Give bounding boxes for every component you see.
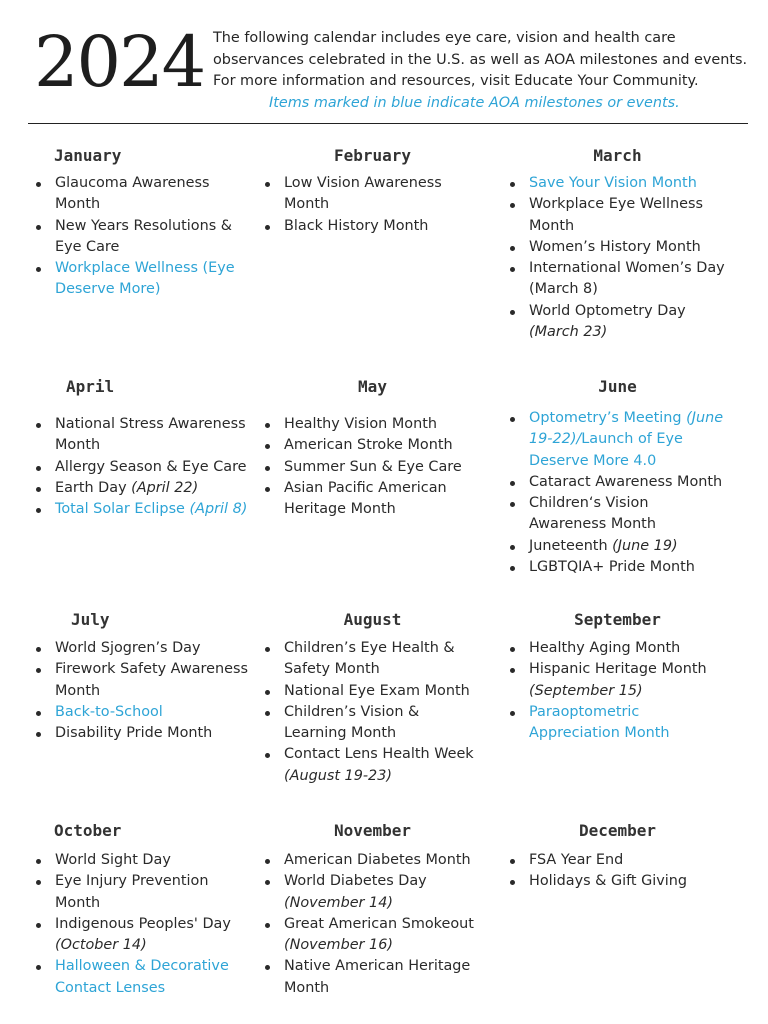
year-heading: 2024: [34, 21, 205, 103]
observance-text: Save Your Vision Month: [529, 175, 697, 191]
month-title: February: [333, 146, 412, 165]
observance-date: (September 15): [529, 682, 643, 699]
observance-item: [510, 659, 725, 702]
month-march: [510, 146, 725, 343]
observance-text: Paraoptometric Appreciation Month: [529, 703, 670, 742]
month-title: March: [593, 146, 642, 165]
observance-text: Disability Pride Month: [55, 725, 213, 742]
observance-text: Women’s History Month: [529, 238, 701, 255]
observance-item: [510, 301, 725, 344]
intro-text: The following calendar includes eye care, vision and health care observances celebrated in the U.S. as well as AOA milestones and events. For more information and resources, visit Educate Your Community.: [213, 30, 748, 89]
observance-date: (April 8): [189, 501, 248, 518]
observance-list: [510, 850, 725, 893]
observance-item: [510, 536, 725, 557]
observance-item: [510, 638, 725, 659]
observance-date: (October 14): [55, 937, 147, 954]
observance-text: World Diabetes Day: [284, 873, 427, 890]
observance-text: Earth Day: [55, 479, 127, 496]
observance-item: [510, 472, 725, 493]
observance-date: (November 14): [284, 894, 393, 911]
observance-item: [265, 414, 480, 435]
observance-text: Asian Pacific American Heritage Month: [284, 479, 447, 518]
month-title: May: [358, 377, 387, 396]
observance-item: [36, 216, 251, 259]
observance-text: Holidays & Gift Giving: [529, 873, 688, 890]
intro-paragraph: [213, 28, 758, 114]
observance-item: [265, 638, 480, 681]
observance-list: [510, 408, 725, 578]
observance-item: [265, 956, 480, 999]
blue-items-note: Items marked in blue indicate AOA milestones or events.: [269, 94, 680, 111]
observance-item: [36, 499, 251, 520]
observance-text: American Diabetes Month: [284, 852, 471, 868]
observance-date: (June 19): [612, 537, 678, 554]
observance-item: [36, 850, 251, 871]
observance-item: [510, 557, 725, 578]
observance-text: Workplace Wellness (Eye Deserve More): [55, 260, 235, 298]
observance-list: [36, 414, 251, 520]
observance-list: [265, 414, 480, 520]
observance-item: [265, 702, 480, 745]
observance-item: [510, 850, 725, 871]
observance-item: [36, 638, 251, 659]
observance-text: Children’s Eye Health & Safety Month: [284, 640, 455, 678]
observance-text: International Women’s Day (March 8): [529, 260, 725, 298]
observance-text: Black History Month: [284, 217, 429, 234]
month-title: September: [574, 610, 661, 629]
observance-text: Indigenous Peoples' Day: [55, 915, 231, 932]
observance-list: [265, 850, 480, 999]
month-december: [510, 821, 725, 893]
observance-text: Healthy Aging Month: [529, 640, 681, 656]
month-title: January: [54, 146, 122, 165]
observance-item: [36, 871, 251, 914]
observance-date: (April 22): [131, 479, 199, 496]
observance-text: Total Solar Eclipse: [55, 501, 185, 518]
observance-text: Back-to-School: [55, 703, 163, 720]
month-title: December: [578, 821, 657, 840]
month-april: [36, 377, 251, 520]
observance-date: (November 16): [284, 937, 393, 954]
observance-text: Children‘s Vision Awareness Month: [529, 495, 656, 533]
observance-item: [265, 871, 480, 914]
observance-item: [265, 914, 480, 957]
observance-item: [265, 478, 480, 521]
observance-item: [36, 457, 251, 478]
observance-text: Low Vision Awareness Month: [284, 175, 442, 213]
observance-date: (March 23): [529, 324, 608, 341]
observance-text: Halloween & Decorative Contact Lenses: [55, 958, 229, 996]
observance-text: Juneteenth: [529, 537, 608, 554]
observance-item: [36, 258, 251, 301]
observance-item: [510, 237, 725, 258]
observance-item: [36, 173, 251, 216]
observance-item: [265, 681, 480, 702]
observance-text: Optometry’s Meeting: [529, 410, 682, 426]
month-title: October: [54, 821, 122, 840]
observance-item: [510, 871, 725, 892]
observance-item: [510, 173, 725, 194]
observance-text: American Stroke Month: [284, 437, 453, 454]
observance-text: Summer Sun & Eye Care: [284, 458, 462, 475]
header-divider: [28, 123, 748, 124]
observance-list: [510, 638, 725, 744]
month-title: June: [598, 377, 637, 396]
observance-list: [265, 638, 480, 787]
observance-item: [510, 702, 725, 745]
observance-text: World Optometry Day: [529, 302, 686, 319]
month-september: [510, 610, 725, 744]
observance-item: [36, 702, 251, 723]
observance-text: World Sight Day: [55, 852, 171, 868]
month-title: April: [66, 377, 115, 396]
observance-text: Native American Heritage Month: [284, 958, 471, 996]
month-january: [36, 146, 251, 301]
observance-text: Eye Injury Prevention Month: [55, 873, 209, 911]
observance-item: [510, 194, 725, 237]
observance-text: Children’s Vision & Learning Month: [284, 703, 420, 742]
observance-text-continued: Launch of Eye Deserve More 4.0: [529, 431, 683, 469]
observance-item: [36, 723, 251, 744]
month-july: [36, 610, 251, 744]
observance-list: [510, 173, 725, 343]
observance-text: World Sjogren’s Day: [55, 640, 201, 656]
month-february: [265, 146, 480, 237]
observance-text: Great American Smokeout: [284, 915, 474, 932]
observance-item: [510, 408, 725, 472]
observance-text: Allergy Season & Eye Care: [55, 458, 247, 475]
observance-text: LGBTQIA+ Pride Month: [529, 559, 695, 576]
observance-date: (June 19-22)/: [529, 410, 724, 448]
observance-text: Healthy Vision Month: [284, 416, 437, 432]
observance-text: National Eye Exam Month: [284, 682, 470, 699]
observance-item: [265, 173, 480, 216]
month-august: [265, 610, 480, 787]
month-title: July: [71, 610, 110, 629]
month-title: November: [333, 821, 412, 840]
observance-list: [265, 173, 480, 237]
observance-text: Cataract Awareness Month: [529, 473, 723, 490]
observance-item: [265, 216, 480, 237]
observance-item: [36, 956, 251, 999]
month-november: [265, 821, 480, 999]
observance-item: [36, 414, 251, 457]
observance-text: National Stress Awareness Month: [55, 416, 246, 454]
observance-item: [510, 258, 725, 301]
observance-text: Contact Lens Health Week: [284, 746, 474, 763]
observance-list: [36, 173, 251, 301]
observance-date: (August 19-23): [284, 767, 392, 784]
observance-list: [36, 850, 251, 999]
observance-item: [510, 493, 725, 536]
month-october: [36, 821, 251, 999]
observance-text: FSA Year End: [529, 852, 624, 868]
observance-item: [265, 435, 480, 456]
observance-item: [265, 457, 480, 478]
observance-text: Hispanic Heritage Month: [529, 661, 707, 678]
observance-item: [36, 659, 251, 702]
observance-text: Firework Safety Awareness Month: [55, 661, 248, 699]
observance-item: [265, 850, 480, 871]
month-june: [510, 377, 725, 578]
observance-list: [36, 638, 251, 744]
observance-item: [265, 744, 480, 787]
observance-text: New Years Resolutions & Eye Care: [55, 217, 232, 255]
observance-item: [36, 478, 251, 499]
observance-text: Workplace Eye Wellness Month: [529, 196, 703, 234]
observance-item: [36, 914, 251, 957]
month-title: August: [343, 610, 402, 629]
observance-text: Glaucoma Awareness Month: [55, 175, 210, 213]
month-may: [265, 377, 480, 520]
